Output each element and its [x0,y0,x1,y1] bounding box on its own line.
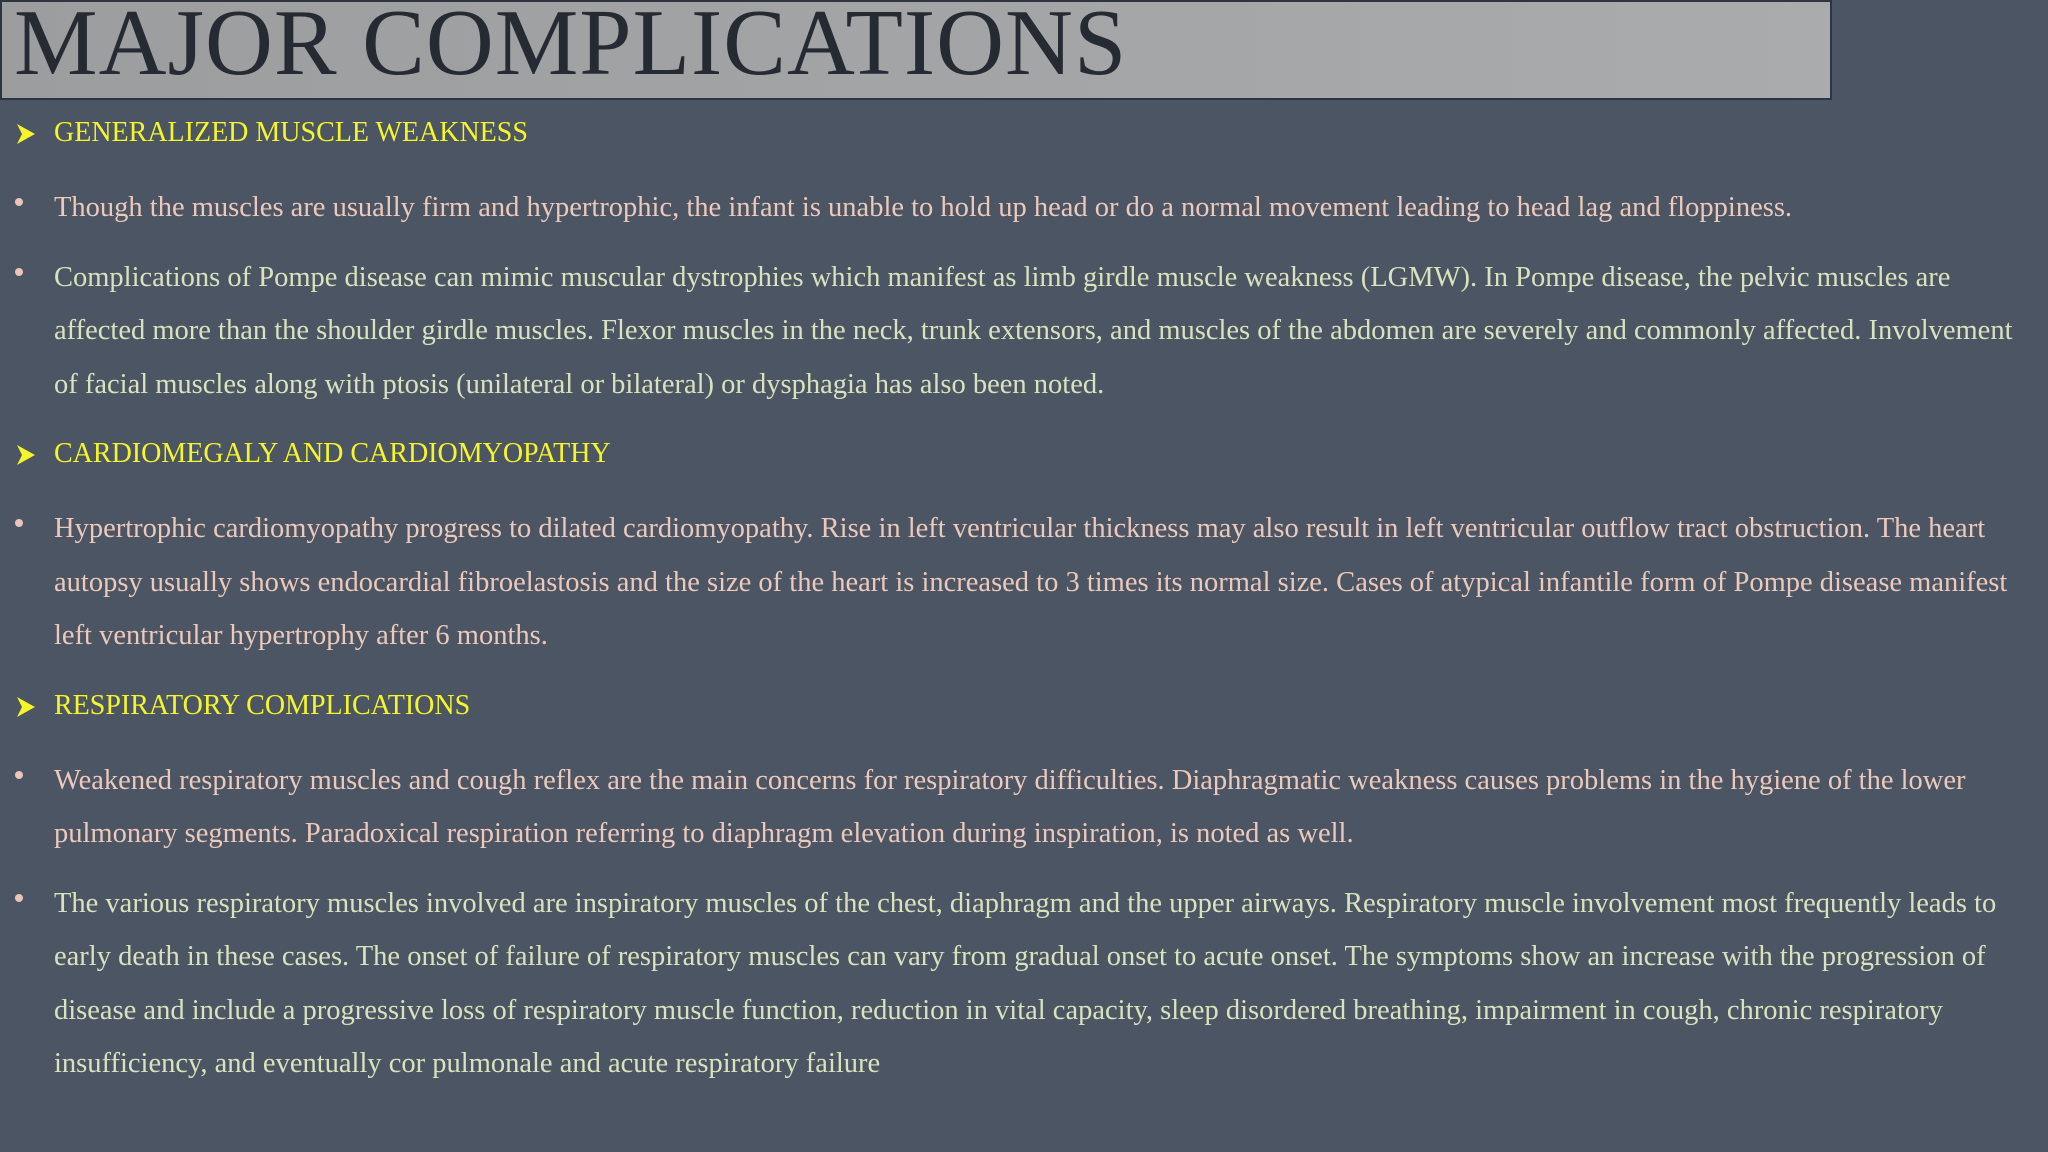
bullet-dot-icon [15,268,23,276]
section-heading-label: CARDIOMEGALY AND CARDIOMYOPATHY [54,438,611,469]
slide-content [0,112,2048,1113]
list-item [0,502,2048,663]
bullet-text: Complications of Pompe disease can mimic muscular dystrophies which manifest as limb girdle muscle weakness (LGMW). In Pompe disease, the pelvic muscles are affected more than the shoulder girdle muscles. Flexor muscles in the neck, trunk extensors, and muscles of the abdomen are severely and commonly affected. Involvement of facial muscles along with ptosis (unilateral or bilateral) or dysphagia has also been noted. [54,261,2013,400]
list-item [0,877,2048,1091]
bullet-text: Weakened respiratory muscles and cough reflex are the main concerns for respiratory difficulties. Diaphragmatic weakness causes problems in the hygiene of the lower pulmonary segments. Paradoxical respiration referring to diaphragm elevation during inspiration, is noted as well. [54,764,1966,849]
list-item [0,754,2048,861]
bullet-dot-icon [15,519,23,527]
bullet-dot-icon [15,198,23,206]
bullet-dot-icon [15,771,23,779]
slide-title: MAJOR COMPLICATIONS [14,0,1128,95]
bullet-text: Though the muscles are usually firm and hypertrophic, the infant is unable to hold up head or do a normal movement leading to head lag and floppiness. [54,192,1793,223]
list-item [0,181,2048,235]
list-item [0,251,2048,412]
arrowhead-bullet-icon [16,122,36,146]
section-heading-label: RESPIRATORY COMPLICATIONS [54,689,471,721]
title-banner [0,0,1832,100]
bullet-text: The various respiratory muscles involved are inspiratory muscles of the chest, diaphragm and the upper airways. Respiratory muscle involvement most frequently leads to early death in these cases. The onset of failure of respiratory muscles can vary from gradual onset to acute onset. The symptoms show an increase with the progression of disease and include a progressive loss of respiratory muscle function, reduction in vital capacity, sleep disordered breathing, impairment in cough, chronic respiratory insufficiency, and eventually cor pulmonale and acute respiratory failure [54,887,1997,1079]
section-heading-label: GENERALIZED MUSCLE WEAKNESS [54,117,528,148]
section-heading-cardiomegaly [0,433,2048,485]
bullet-text: Hypertrophic cardiomyopathy progress to dilated cardiomyopathy. Rise in left ventricular thickness may also result in left ventricular outflow tract obstruction. The heart autopsy usually shows endocardial fibroelastosis and the size of the heart is increased to 3 times its normal size. Cases of atypical infantile form of Pompe disease manifest left ventricular hypertrophy after 6 months. [54,513,2008,651]
arrowhead-bullet-icon [16,695,36,719]
section-heading-muscle-weakness [0,112,2048,164]
bullet-dot-icon [15,894,23,902]
arrowhead-bullet-icon [16,443,36,467]
section-heading-respiratory [0,685,2048,737]
